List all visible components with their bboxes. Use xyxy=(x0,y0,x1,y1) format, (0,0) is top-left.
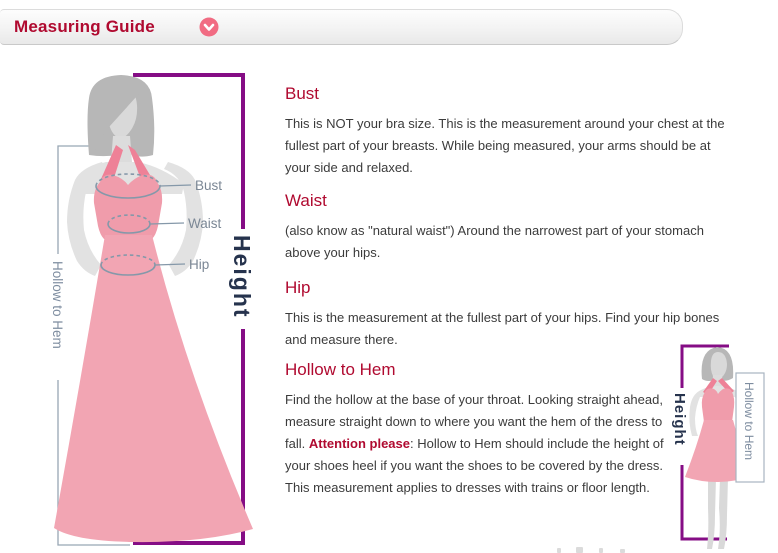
chevron-down-icon[interactable] xyxy=(199,17,219,37)
hollow-to-hem-vertical-label: Hollow to Hem xyxy=(50,261,65,349)
section-bust xyxy=(285,84,737,179)
hollow-to-hem-heading: Hollow to Hem xyxy=(285,360,396,379)
bust-heading: Bust xyxy=(285,84,320,103)
hip-description: This is the measurement at the fullest part of your hips. Find your hip bones and measure there. xyxy=(285,310,720,347)
small-hollow-to-hem-label: Hollow to Hem xyxy=(742,382,756,461)
hollow-description-intro: Find the hollow at the base of your throat. Looking straight ahead, measure straight down to where you want the hem of the dress to fall. xyxy=(285,392,663,451)
waist-diagram-label: Waist xyxy=(188,216,222,231)
bust-description: This is NOT your bra size. This is the measurement around your chest at the fullest part of your breasts. While being measured, your arms should be at your side and relaxed. xyxy=(285,116,725,175)
small-height-label: Height xyxy=(671,393,688,446)
height-vertical-label: Height xyxy=(229,235,255,319)
waist-description: (also know as "natural waist") Around the narrowest part of your stomach above your hips. xyxy=(285,223,704,260)
attention-please-label: Attention please xyxy=(308,436,410,451)
cutoff-artifact xyxy=(599,548,603,553)
waist-heading: Waist xyxy=(285,191,327,210)
hollow-to-hem-description xyxy=(285,389,677,499)
section-waist xyxy=(285,191,737,264)
small-measuring-diagram xyxy=(655,330,778,553)
hollow-description-rest: : Hollow to Hem should include the height of your shoes heel if you want the shoes to be covered by the dress. This measurement applies to dresses with trains or floor length. xyxy=(285,436,664,495)
hip-diagram-label: Hip xyxy=(189,257,210,272)
page-title: Measuring Guide xyxy=(14,17,155,36)
measuring-guide-header[interactable] xyxy=(0,9,683,45)
cutoff-artifact xyxy=(620,549,625,553)
bust-diagram-label: Bust xyxy=(195,178,223,193)
hip-heading: Hip xyxy=(285,278,311,297)
main-measuring-diagram xyxy=(22,58,270,553)
cutoff-artifact xyxy=(557,548,561,553)
dress-skirt xyxy=(54,235,253,542)
cutoff-artifact xyxy=(576,547,583,553)
section-hollow-to-hem xyxy=(285,360,677,499)
